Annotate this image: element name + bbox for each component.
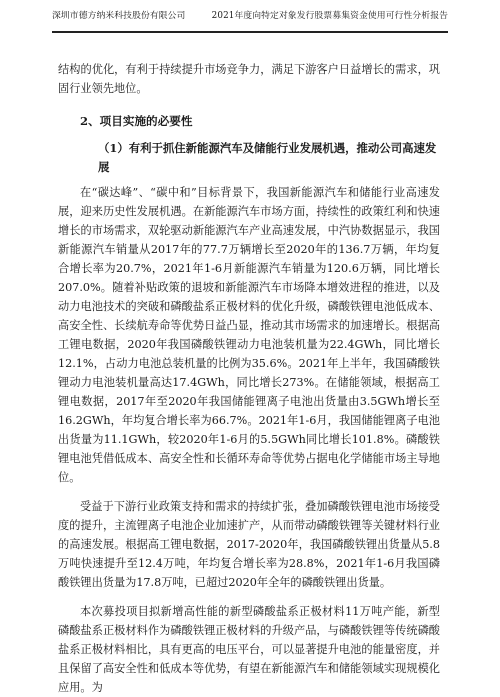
document-body — [58, 60, 440, 697]
section-heading: 2、项目实施的必要性 — [80, 114, 193, 128]
header-company-name: 深圳市德方纳米科技股份有限公司 — [52, 11, 186, 21]
intro-paragraph-tail: 结构的优化，有利于持续提升市场竞争力，满足下游客户日益增长的需求，巩固行业领先地位。 — [58, 63, 440, 95]
subsection-heading: （1）有利于抓住新能源汽车及储能行业发展机遇，推动公司高速发展 — [98, 141, 437, 174]
header-divider — [52, 31, 448, 33]
header-report-title: 2021年度向特定对象发行股票募集资金使用可行性分析报告 — [211, 11, 448, 21]
body-paragraph: 在“碳达峰”、“碳中和”目标背景下，我国新能源汽车和储能行业高速发展，迎来历史性发展机遇。在新能源汽车市场方面，持续性的政策红利和快速增长的市场需求，双轮驱动新能源汽车产业高速发展，中汽协数据显示，我国新能源汽车销量从2017年的77.7万辆增长至2020年的136.7万辆，年均复合增长率为20.7%，2021年1-6月新能源汽车销量为120.6万辆，同比增长207.0%。随着补贴政策的退坡和新能源汽车市场降本增效进程的推进，以及动力电池技术的突破和磷酸盐系正极材料的优化升级，磷酸铁锂电池低成本、高安全性、长续航寿命等优势日益凸显，推动其市场需求的加速增长。根据高工锂电数据，2020年我国磷酸铁锂动力电池装机量为22.4GWh，同比增长12.1%，占动力电池总装机量的比例为35.6%。2021年上半年，我国磷酸铁锂动力电池装机量高达17.4GWh，同比增长273%。在储能领域，根据高工锂电数据，2017年至2020年我国储能锂离子电池出货量由3.5GWh增长至16.2GWh，年均复合增长率为66.7%。2021年1-6月，我国储能锂离子电池出货量为11.1GWh，较2020年1-6月的5.5GWh同比增长101.8%。磷酸铁锂电池凭借低成本、高安全性和长循环寿命等优势占据电化学储能市场主导地位。 — [58, 186, 440, 484]
body-paragraph: 本次募投项目拟新增高性能的新型磷酸盐系正极材料11万吨产能，新型磷酸盐系正极材料作为磷酸铁锂正极材料的升级产品，与磷酸铁锂等传统磷酸盐系正极材料相比，具有更高的电压平台，可以显著提升电池的能量密度，并且保留了高安全性和低成本等优势，有望在新能源汽车和储能领域实现规模化应用。为 — [58, 605, 440, 694]
page-header — [52, 8, 448, 38]
body-paragraph: 受益于下游行业政策支持和需求的持续扩张，叠加磷酸铁锂电池市场接受度的提升，主流锂离子电池企业加速扩产，从而带动磷酸铁锂等关键材料行业的高速发展。根据高工锂电数据，2017-2020年，我国磷酸铁锂出货量从5.8万吨快速提升至12.4万吨，年均复合增长率为28.8%，2021年1-6月我国磷酸铁锂出货量为17.8万吨，已超过2020年全年的磷酸铁锂出货量。 — [58, 500, 440, 589]
